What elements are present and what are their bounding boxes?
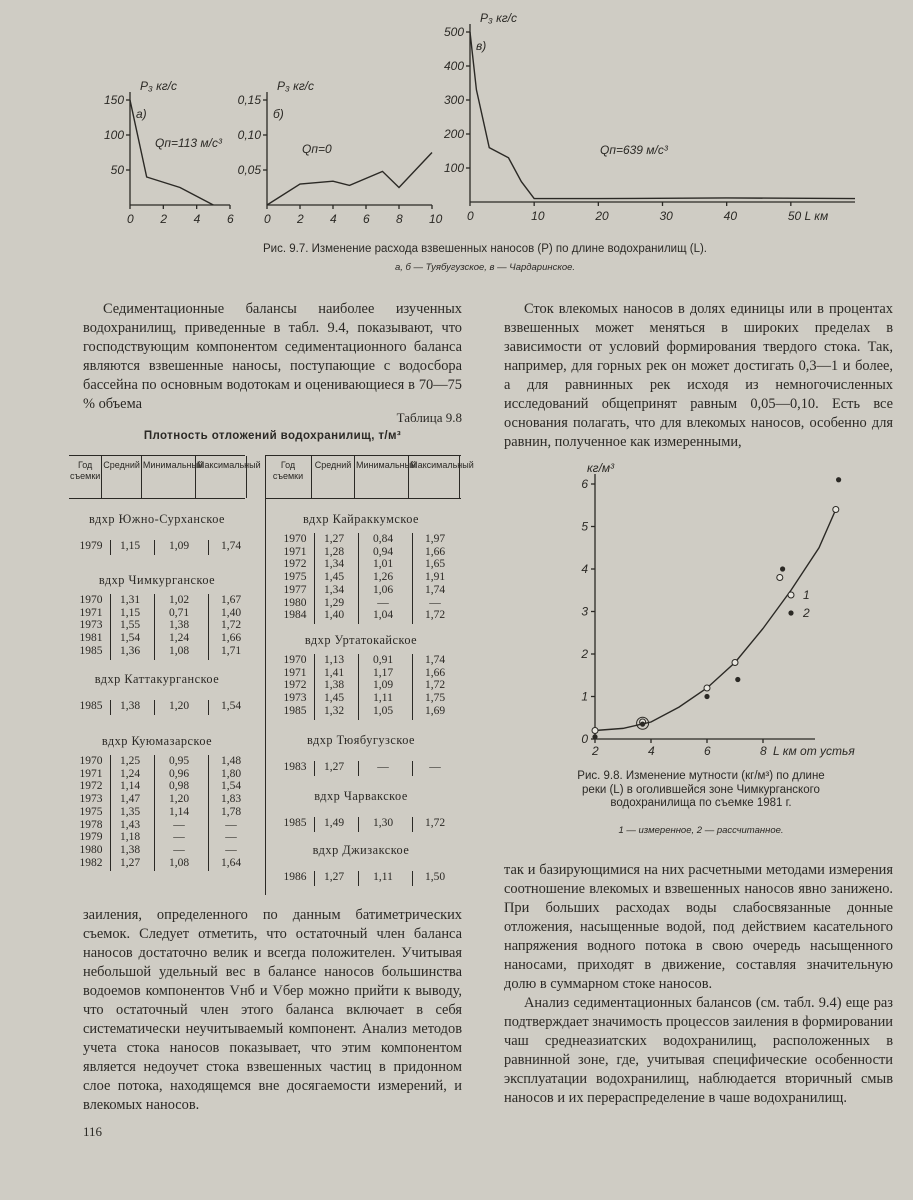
table-column-rule <box>110 755 111 871</box>
table-cell: 1,54 <box>119 632 141 645</box>
table-row <box>74 793 256 806</box>
table-row <box>74 645 256 658</box>
table-column-rule <box>208 755 209 871</box>
table-cell: 1982 <box>79 856 103 869</box>
left-paragraph-1: Седиментационные балансы наиболее изученных водохранилищ, приведенные в табл. 9.4, показывают, что господствующим компонентом седиментационного баланса являются взвешенные наносы, поступающие с водосбора бассейна по основным водотокам и оценивающиеся в 70—75 % объема <box>83 301 462 412</box>
reservoir-name: вдхр Кайраккумское <box>303 512 419 526</box>
x-tick-label: 40 <box>723 209 738 223</box>
reservoir-rows <box>278 871 460 884</box>
table-cell: 1,45 <box>323 692 345 705</box>
reservoir-rows <box>74 540 256 553</box>
y-tick-label: 200 <box>443 127 464 141</box>
table-row <box>278 533 460 546</box>
x-tick-label: 0 <box>264 212 271 226</box>
table-cell: 1,34 <box>323 558 345 571</box>
table-cell: 1,91 <box>424 571 446 584</box>
table-cell: 1,13 <box>323 654 345 666</box>
table-cell: — <box>173 831 185 844</box>
table-cell: 1,27 <box>323 871 345 883</box>
y-tick-label: 300 <box>443 93 464 107</box>
table-cell: 1,18 <box>119 831 141 844</box>
x-tick-label: 10 <box>429 212 443 226</box>
table-row <box>278 609 460 622</box>
y-tick-label: 1 <box>581 689 588 704</box>
right-paragraph-3: Анализ седиментационных балансов (см. табл. 9.4) еще раз подтверждает значимость процессов заиления в формировании чаш среднеазиатских водохранилищ, расположенных в равнинной зоне, где, учитывая специфические особенности эксплуатации водохранилищ, наблюдается вторичный смыв наносов и их перераспределение в чаше водохранилищ. <box>504 995 893 1106</box>
y-axis-label: кг/м³ <box>587 461 615 475</box>
table-cell: 1975 <box>283 571 307 584</box>
x-tick-label: 6 <box>363 212 370 226</box>
table-row <box>74 831 256 844</box>
table-cell: 1970 <box>283 654 307 666</box>
y-tick-label: 100 <box>103 128 124 142</box>
x-axis-label: L км от устья <box>773 744 855 758</box>
y-tick-label: 100 <box>443 161 464 175</box>
table-column-rule <box>154 540 155 555</box>
table-cell: 1,97 <box>424 533 446 545</box>
table-cell: 1,24 <box>168 632 190 645</box>
table-cell: 1978 <box>79 818 103 831</box>
table-row <box>74 768 256 781</box>
table-cell: 1,01 <box>372 558 394 571</box>
table-column-rule <box>314 871 315 886</box>
table-cell: 1,24 <box>119 767 141 780</box>
table-cell: 1970 <box>79 755 103 767</box>
table-cell: 1,26 <box>372 571 394 584</box>
table-cell: 1,02 <box>168 594 190 606</box>
x-tick-label: 4 <box>330 212 337 226</box>
chart-panel-b <box>238 79 443 226</box>
point-calculated <box>735 677 740 682</box>
table-column-rule <box>358 817 359 832</box>
reservoir-rows <box>74 594 256 658</box>
x-tick-label: 50 L км <box>787 209 829 223</box>
table-cell: 1977 <box>283 583 307 596</box>
discharge-annotation: Qп=113 м/с³ <box>155 136 222 150</box>
table-cell: 1970 <box>79 594 103 606</box>
table-cell: 1,38 <box>168 619 190 632</box>
table-row <box>74 607 256 620</box>
point-measured <box>592 728 598 734</box>
table-row <box>278 597 460 610</box>
table-column-rule <box>154 755 155 871</box>
table-cell: 1,27 <box>119 856 141 869</box>
table-cell: 1980 <box>79 843 103 856</box>
x-tick-label: 10 <box>531 209 545 223</box>
table-cell: 1,09 <box>168 540 190 552</box>
table-column-rule <box>110 540 111 555</box>
table-row <box>74 594 256 607</box>
table-cell: 1,15 <box>119 540 141 552</box>
table-header-cell: Год съемки <box>69 456 102 498</box>
reservoir-name: вдхр Куюмазарское <box>101 734 213 748</box>
table-center-divider <box>265 455 266 895</box>
table-cell: 1,11 <box>373 692 393 705</box>
figure-9-8 <box>560 455 855 765</box>
reservoir-name: вдхр Тюябугузское <box>307 733 415 747</box>
table-cell: 1,14 <box>168 805 190 818</box>
table-cell: 1,30 <box>372 817 394 829</box>
y-tick-label: 2 <box>581 647 588 661</box>
table-cell: 1,41 <box>323 666 345 679</box>
table-cell: 1,64 <box>220 856 242 869</box>
table-column-rule <box>412 533 413 624</box>
table-cell: — <box>377 596 389 609</box>
table-cell: 1,29 <box>323 596 345 609</box>
legend-label-2: 2 <box>803 606 810 620</box>
table-cell: — <box>225 818 237 831</box>
panel-label: в) <box>476 39 487 53</box>
table-column-rule <box>412 871 413 886</box>
table-header-cell: Средний <box>312 456 355 498</box>
table-cell: 1,28 <box>323 545 345 558</box>
figure-9-7-caption: Рис. 9.7. Изменение расхода взвешенных наносов (P) по длине водохранилищ (L). <box>263 243 707 255</box>
table-column-rule <box>358 761 359 776</box>
table-cell: 1,45 <box>323 571 345 584</box>
chart-turbidity <box>580 461 855 758</box>
table-row <box>278 546 460 559</box>
x-tick-label: 6 <box>704 744 711 758</box>
table-cell: 1,65 <box>424 558 446 571</box>
discharge-annotation: Qп=639 м/с³ <box>600 143 668 157</box>
table-cell: 1,15 <box>119 606 141 619</box>
table-cell: 0,94 <box>372 545 394 558</box>
table-header-cell: Максимальный <box>409 456 460 498</box>
reservoir-rows <box>74 755 256 869</box>
y-tick-label: 400 <box>443 59 464 73</box>
page-number: 116 <box>83 1124 103 1139</box>
x-tick-label: 6 <box>227 212 234 226</box>
table-cell: 1,74 <box>424 654 446 666</box>
table-row <box>74 755 256 768</box>
table-header-left <box>69 455 261 499</box>
table-cell: 1,27 <box>323 533 345 545</box>
reservoir-rows <box>74 700 256 713</box>
y-tick-label: 500 <box>443 25 464 39</box>
right-paragraph-2: так и базирующимися на них расчетными методами измерения соотношение влекомых и взвешенных наносов явно занижено. При больших расходах воды слабосвязанные донные отложения, насыщенные водой, под действием касательного напряжения водного потока в свою очередь насыщенного наносами, приходят в движение, составляя значительную долю в суммарном стоке наносов. <box>504 862 893 992</box>
legend-marker-measured <box>788 592 794 598</box>
table-cell: 0,84 <box>372 533 394 545</box>
table-cell: 1,83 <box>220 793 242 806</box>
panel-label: б) <box>273 107 284 121</box>
table-cell: — <box>429 596 441 609</box>
table-cell: 1,49 <box>323 817 345 829</box>
x-tick-label: 4 <box>648 744 655 758</box>
y-tick-label: 0,05 <box>237 163 261 177</box>
table-row <box>74 780 256 793</box>
reservoir-name: вдхр Южно-Сурханское <box>88 512 226 526</box>
table-cell: 1971 <box>79 606 103 619</box>
chart-panel-c <box>443 11 855 223</box>
table-row <box>74 857 256 870</box>
point-calculated <box>640 722 645 727</box>
table-cell: 1,27 <box>323 761 345 773</box>
reservoir-rows <box>278 761 460 774</box>
y-tick-label: 5 <box>581 519 588 534</box>
table-cell: 1973 <box>79 619 103 632</box>
reservoir-name: вдхр Каттакурганское <box>94 672 220 686</box>
y-axis-label: P₃ кг/с <box>480 11 518 25</box>
x-tick-label: 2 <box>297 212 304 226</box>
table-header-cell: Максимальный <box>196 456 247 498</box>
table-cell: 1986 <box>283 871 307 883</box>
table-row <box>278 571 460 584</box>
table-cell: 1,20 <box>168 700 190 712</box>
table-row <box>278 679 460 692</box>
table-cell: 1,34 <box>323 583 345 596</box>
table-cell: 0,95 <box>168 755 190 767</box>
table-row <box>278 692 460 705</box>
table-cell: 1,54 <box>220 700 242 712</box>
right-paragraph-1: Сток влекомых наносов в долях единицы или в процентах взвешенных может меняться в широких пределах в зависимости от условий формирования твердого стока. Так, например, для горных рек он может достигать 0,3—1 и более, а для равнинных рек исходя из немногочисленных исследований общепринят равным 0,05—0,10. Есть все основания полагать, что для влекомых наносов, особенно для равнин, полученное как измеренными, <box>504 301 893 450</box>
table-column-rule <box>412 654 413 720</box>
table-cell: 1,48 <box>220 755 242 767</box>
table-cell: 1,74 <box>220 540 242 552</box>
table-cell: 1,06 <box>372 583 394 596</box>
x-tick-label: 20 <box>595 209 609 223</box>
y-tick-label: 50 <box>110 163 124 177</box>
table-cell: 1,72 <box>424 609 446 622</box>
x-tick-label: 30 <box>659 209 673 223</box>
table-row <box>278 705 460 718</box>
table-cell: 0,91 <box>372 654 394 666</box>
table-column-rule <box>208 540 209 555</box>
table-row <box>278 584 460 597</box>
table-cell: 1,75 <box>424 692 446 705</box>
table-cell: 1,66 <box>424 545 446 558</box>
table-cell: 0,71 <box>168 606 190 619</box>
table-column-rule <box>358 654 359 720</box>
y-tick-label: 0 <box>581 732 588 746</box>
table-cell: 1970 <box>283 533 307 545</box>
table-cell: 1985 <box>283 817 307 829</box>
table-cell: 1,38 <box>119 843 141 856</box>
table-cell: 1,17 <box>372 666 394 679</box>
table-cell: 1,66 <box>424 666 446 679</box>
table-cell: 1,67 <box>220 594 242 606</box>
reservoir-name: вдхр Уртатокайское <box>304 633 418 647</box>
table-row <box>74 632 256 645</box>
table-header-cell: Минимальный <box>142 456 196 498</box>
table-cell: 1,66 <box>220 632 242 645</box>
y-tick-label: 6 <box>581 477 588 491</box>
table-cell: 1,09 <box>372 679 394 692</box>
table-cell: 1,14 <box>119 780 141 793</box>
point-calculated <box>780 566 785 571</box>
table-cell: 1971 <box>79 767 103 780</box>
y-tick-label: 0,10 <box>237 128 261 142</box>
y-tick-label: 150 <box>103 93 124 107</box>
table-cell: 1,08 <box>168 856 190 869</box>
x-tick-label: 2 <box>160 212 168 226</box>
table-row <box>278 654 460 667</box>
table-row <box>278 871 460 884</box>
table-cell: 1,38 <box>119 700 141 712</box>
table-column-rule <box>154 594 155 660</box>
table-header-right <box>265 455 474 499</box>
table-column-rule <box>358 871 359 886</box>
table-column-rule <box>208 594 209 660</box>
table-cell: 1971 <box>283 666 307 679</box>
table-row <box>74 700 256 713</box>
chart-panel-a <box>104 79 234 226</box>
point-calculated <box>592 734 597 739</box>
table-cell: 1981 <box>79 632 103 645</box>
table-cell: 1985 <box>79 700 103 712</box>
discharge-annotation: Qп=0 <box>302 142 332 156</box>
table-row <box>74 819 256 832</box>
table-column-rule <box>358 533 359 624</box>
table-cell: 1,78 <box>220 805 242 818</box>
reservoir-name: вдхр Чарвакское <box>314 789 408 803</box>
table-cell: 1,31 <box>119 594 141 606</box>
table-header-cell: Минимальный <box>355 456 409 498</box>
table-row <box>74 540 256 553</box>
table-cell: 1,54 <box>220 780 242 793</box>
table-cell: 1,69 <box>424 704 446 717</box>
table-cell: 1972 <box>79 780 103 793</box>
table-cell: 1,32 <box>323 704 345 717</box>
table-cell: 1972 <box>283 679 307 692</box>
table-title: Плотность отложений водохранилищ, т/м³ <box>143 430 402 442</box>
table-cell: 1975 <box>79 805 103 818</box>
table-cell: 1985 <box>79 644 103 657</box>
x-tick-label: 0 <box>467 209 474 223</box>
table-cell: 1,40 <box>220 606 242 619</box>
table-cell: 1985 <box>283 704 307 717</box>
table-cell: 0,96 <box>168 767 190 780</box>
table-cell: 1972 <box>283 558 307 571</box>
y-tick-label: 4 <box>581 562 588 576</box>
table-cell: 1,80 <box>220 767 242 780</box>
table-column-rule <box>314 654 315 720</box>
y-tick-label: 3 <box>581 604 588 619</box>
x-tick-label: 2 <box>592 744 599 758</box>
point-measured <box>777 575 783 581</box>
table-column-rule <box>314 761 315 776</box>
table-cell: 1,43 <box>119 818 141 831</box>
table-cell: 1979 <box>79 540 103 552</box>
table-cell: 1,47 <box>119 793 141 806</box>
reservoir-rows <box>278 817 460 830</box>
table-column-rule <box>110 700 111 715</box>
table-column-rule <box>154 700 155 715</box>
table-header-cell: Средний <box>102 456 142 498</box>
table-cell: 1,74 <box>424 583 446 596</box>
x-tick-label: 8 <box>396 212 403 226</box>
table-cell: 1,50 <box>424 871 446 883</box>
table-cell: 1,20 <box>168 793 190 806</box>
figure-9-7 <box>0 0 913 300</box>
table-cell: — <box>377 761 389 773</box>
y-tick-label: 0,15 <box>237 93 261 107</box>
figure-9-8-subcaption: 1 — измеренное, 2 — рассчитанное. <box>618 825 784 836</box>
panel-label: а) <box>136 107 147 121</box>
x-tick-label: 4 <box>193 212 201 226</box>
table-cell: 1,38 <box>323 679 345 692</box>
table-cell: 1973 <box>283 692 307 705</box>
table-column-rule <box>412 817 413 832</box>
reservoir-name: вдхр Джизакское <box>312 843 410 857</box>
table-cell: 1,55 <box>119 619 141 632</box>
legend-label-1: 1 <box>803 588 810 602</box>
table-row <box>278 558 460 571</box>
table-cell: — <box>429 761 441 773</box>
table-cell: 1,72 <box>220 619 242 632</box>
table-cell: 1,04 <box>372 609 394 622</box>
table-cell: 1971 <box>283 545 307 558</box>
table-row <box>74 844 256 857</box>
table-cell: 1,40 <box>323 609 345 622</box>
table-cell: 1,72 <box>424 679 446 692</box>
table-cell: 1973 <box>79 793 103 806</box>
reservoir-rows <box>278 654 460 718</box>
legend-marker-calculated <box>788 610 793 615</box>
table-cell: 1980 <box>283 596 307 609</box>
table-row <box>278 761 460 774</box>
point-measured <box>732 660 738 666</box>
point-measured <box>704 685 710 691</box>
fit-curve <box>595 510 836 731</box>
reservoir-rows <box>278 533 460 622</box>
table-row <box>74 806 256 819</box>
table-row <box>278 667 460 680</box>
table-cell: 1,72 <box>424 817 446 829</box>
table-cell: 0,98 <box>168 780 190 793</box>
table-column-rule <box>412 761 413 776</box>
table-cell: 1,05 <box>372 704 394 717</box>
table-column-rule <box>314 533 315 624</box>
table-cell: 1,25 <box>119 755 141 767</box>
figure-9-7-subcaption: а, б — Туябугузское, в — Чардаринское. <box>394 262 576 273</box>
table-cell: 1983 <box>283 761 307 773</box>
x-tick-label: 8 <box>760 744 767 758</box>
table-cell: — <box>225 831 237 844</box>
table-cell: 1,71 <box>220 644 242 657</box>
x-tick-label: 0 <box>127 212 134 226</box>
table-column-rule <box>314 817 315 832</box>
table-cell: 1,36 <box>119 644 141 657</box>
y-axis-label: P₃ кг/с <box>277 79 315 93</box>
table-header-cell: Год съемки <box>265 456 312 498</box>
data-line <box>470 32 855 199</box>
table-cell: 1984 <box>283 609 307 622</box>
table-cell: — <box>173 818 185 831</box>
table-cell: 1979 <box>79 831 103 844</box>
table-cell: — <box>225 843 237 856</box>
table-cell: — <box>173 843 185 856</box>
y-axis-label: P₃ кг/с <box>140 79 178 93</box>
table-column-rule <box>110 594 111 660</box>
reservoir-name: вдхр Чимкурганское <box>98 573 216 587</box>
table-cell: 1,35 <box>119 805 141 818</box>
point-measured <box>833 507 839 513</box>
table-cell: 1,08 <box>168 644 190 657</box>
table-row <box>74 619 256 632</box>
point-calculated <box>704 694 709 699</box>
table-row <box>278 817 460 830</box>
table-label: Таблица 9.8 <box>396 410 462 425</box>
table-cell: 1,11 <box>373 871 393 883</box>
left-paragraph-2: заиления, определенного по данным батиметрических съемок. Следует отметить, что остаточный член баланса наносов достаточно велик и всегда положителен. Учитывая небольшой удельный вес в балансе наносов большинства водоемов компонентов Vнб и Vбер можно прийти к выводу, что остаточный член этого баланса включает в себя систематически неучитываемый компонент. Анализ методов учета стока наносов показывает, что этим компонентом является недоучет стока взвешенных частиц в придонном слое потока, находящемся вне досягаемости измерений, и влекомых наносов. <box>83 907 462 1113</box>
point-calculated <box>836 477 841 482</box>
figure-9-8-caption: Рис. 9.8. Изменение мутности (кг/м³) по длине реки (L) в оголившейся зоне Чимкурганского водохранилища по съемке 1981 г. <box>577 770 825 809</box>
data-line <box>267 153 432 206</box>
table-column-rule <box>208 700 209 715</box>
